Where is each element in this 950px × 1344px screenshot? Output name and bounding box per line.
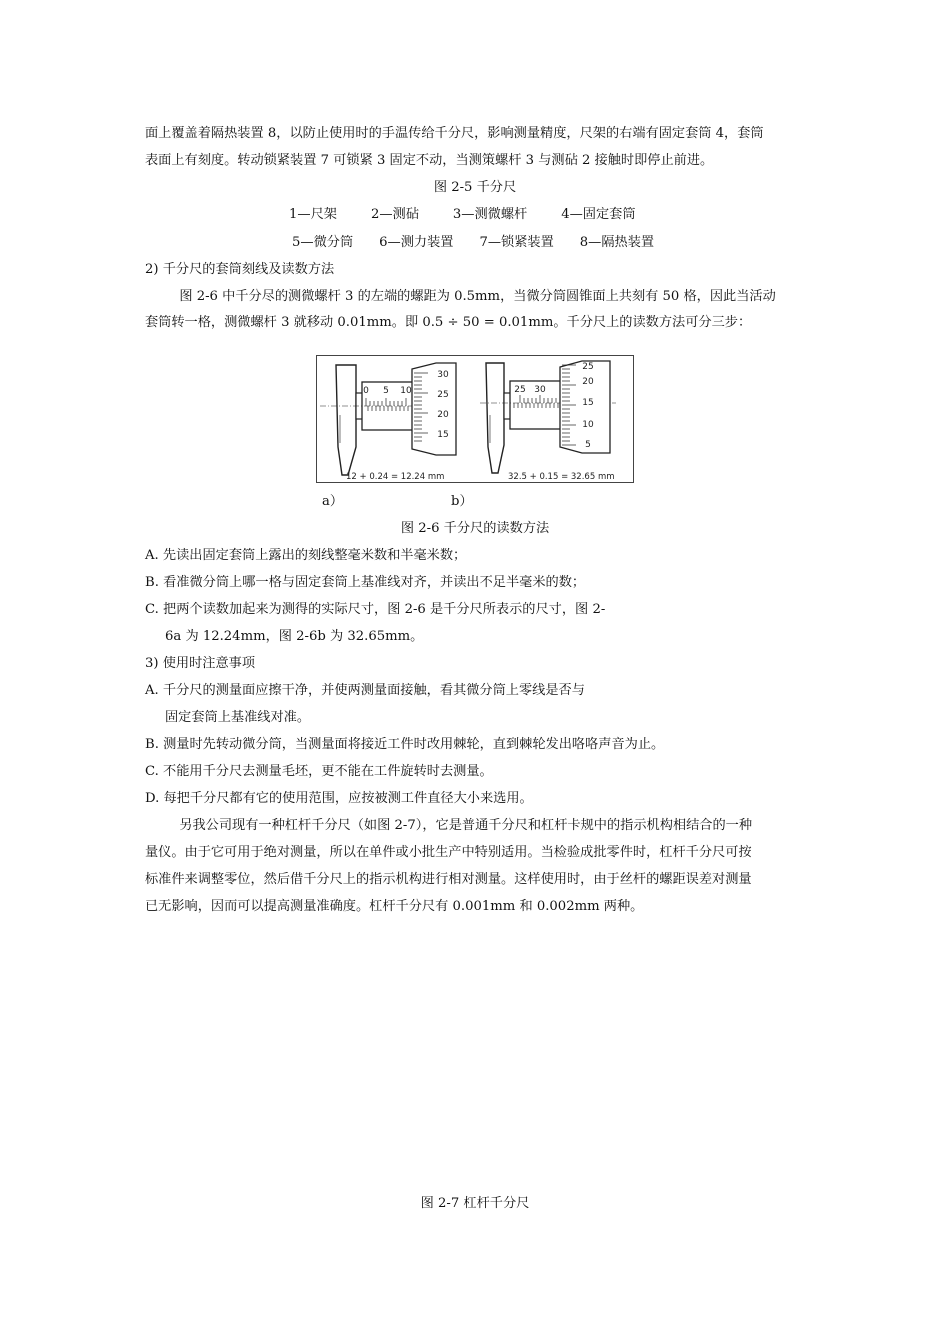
figure-caption-2-5: 图 2-5 千分尺 [433,180,517,195]
legend-item: 2—测砧 [370,207,419,222]
figure-caption-2-7: 图 2-7 杠杆千分尺 [420,1196,530,1211]
paragraph-line: 另我公司现有一种杠杆千分尺（如图 2-7），它是普通千分尺和杠杆卡规中的指示机构相结合的一种 [179,818,753,833]
sleeve-tick-label: 0 [363,386,369,396]
thimble-tick-label: 25 [437,390,449,400]
sleeve-tick-label: 5 [383,386,389,396]
paragraph-line: 量仪。由于它可用于绝对测量，所以在单件或小批生产中特别适用。当检验成批零件时，杠杆千分尺可按 [145,845,752,860]
legend-item: 6—测力装置 [379,235,454,250]
thimble-tick-label: 20 [437,410,449,420]
reading-formula-a: 12 + 0.24 = 12.24 mm [346,472,445,482]
step-item: A. 先读出固定套筒上露出的刻线整毫米数和半毫米数； [145,548,467,563]
paragraph-line: 套筒转一格，测微螺杆 3 就移动 0.01mm。即 0.5 ÷ 50 = 0.01mm。千分尺上的读数方法可分三步： [145,315,752,330]
section-heading: 3) 使用时注意事项 [145,656,256,671]
section-heading: 2) 千分尺的套筒刻线及读数方法 [145,262,335,277]
paragraph-line: 面上覆盖着隔热装置 8，以防止使用时的手温传给千分尺，影响测量精度，尺架的右端有固定套筒 4，套筒 [145,126,764,141]
subfigure-label-a: a） [322,494,344,509]
legend-item: 3—测微螺杆 [452,207,528,222]
note-item: C. 不能用千分尺去测量毛坯，更不能在工件旋转时去测量。 [145,764,493,779]
note-item: B. 测量时先转动微分筒，当测量面将接近工件时改用棘轮，直到棘轮发出咯咯声音为止。 [145,737,665,752]
paragraph-line: 已无影响，因而可以提高测量准确度。杠杆千分尺有 0.001mm 和 0.002mm 两种。 [145,899,644,914]
note-item: D. 每把千分尺都有它的使用范围，应按被测工件直径大小来选用。 [145,791,533,806]
legend-item: 7—锁紧装置 [479,235,554,250]
note-item-continued: 固定套筒上基准线对准。 [165,710,311,725]
subfigure-label-b: b） [451,494,473,509]
paragraph-line: 图 2-6 中千分尽的测微螺杆 3 的左端的螺距为 0.5mm，当微分筒圆锥面上共刻有 50 格，因此当活动 [179,289,776,304]
figure-caption-2-6: 图 2-6 千分尺的读数方法 [400,521,550,536]
thimble-tick-label: 15 [437,430,449,440]
thimble-tick-label: 20 [582,377,594,387]
legend-item: 4—固定套筒 [561,207,636,222]
legend-item: 5—微分筒 [292,235,354,250]
legend-item: 1—尺架 [289,207,337,222]
sleeve-tick-label: 25 [514,385,526,395]
micrometer-reading-illustration [316,355,634,483]
thimble-tick-label: 15 [582,398,594,408]
step-item-continued: 6a 为 12.24mm，图 2-6b 为 32.65mm。 [165,629,424,644]
paragraph-line: 标准件来调整零位，然后借千分尺上的指示机构进行相对测量。这样使用时，由于丝杆的螺距误差对测量 [145,872,752,887]
legend-item: 8—隔热装置 [579,235,655,250]
reading-formula-b: 32.5 + 0.15 = 32.65 mm [508,472,615,482]
thimble-tick-label: 25 [582,362,594,372]
figure-legend-row-2 [292,233,654,253]
sleeve-tick-label: 10 [400,386,412,396]
thimble-tick-label: 10 [582,420,594,430]
note-item: A. 千分尺的测量面应擦干净，并使两测量面接触，看其微分筒上零线是否与 [145,683,585,698]
micrometer-reading-figure [316,355,634,483]
thimble-tick-label: 30 [437,370,449,380]
figure-legend-row-1 [289,205,636,225]
sleeve-tick-label: 30 [534,385,546,395]
step-item: C. 把两个读数加起来为测得的实际尺寸，图 2-6 是千分尺所表示的尺寸，图 2- [145,602,606,617]
thimble-tick-label: 5 [585,440,591,450]
step-item: B. 看准微分筒上哪一格与固定套筒上基准线对齐，并读出不足半毫米的数； [145,575,586,590]
paragraph-line: 表面上有刻度。转动锁紧装置 7 可锁紧 3 固定不动，当测策螺杆 3 与测砧 2 接触时即停止前进。 [145,153,714,168]
